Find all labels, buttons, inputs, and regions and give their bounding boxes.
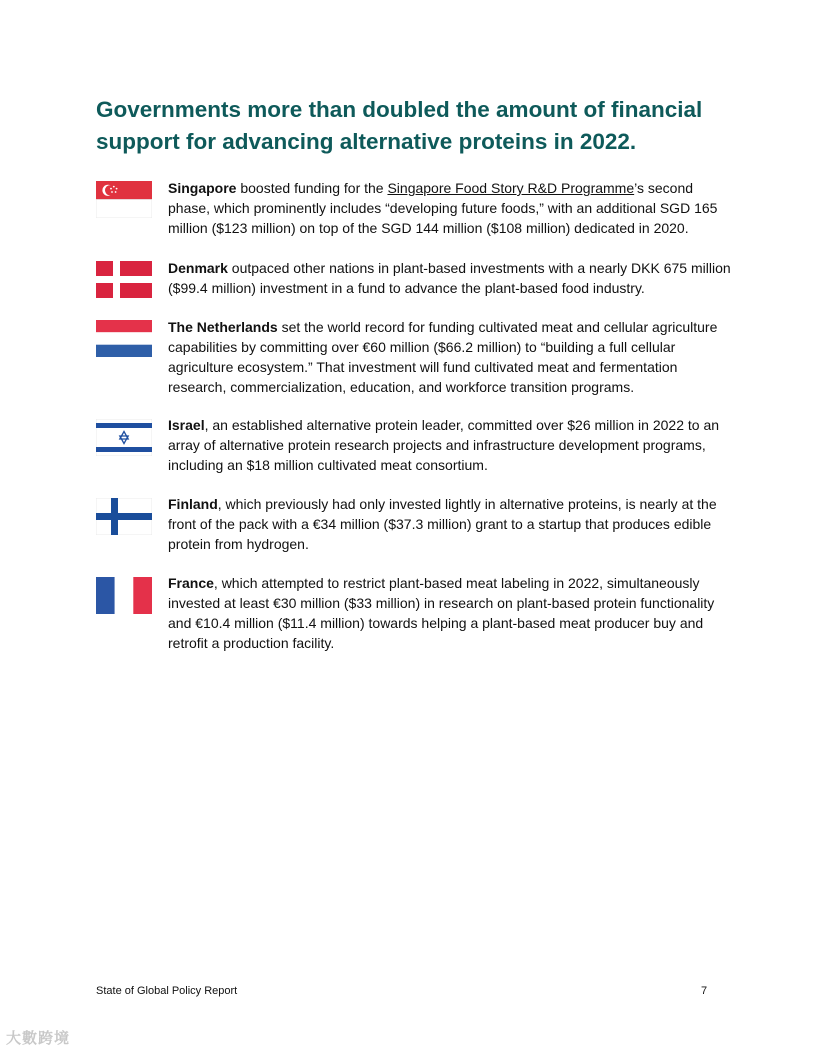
singapore-food-story-link[interactable]: Singapore Food Story R&D Programme <box>387 180 635 196</box>
watermark-logo: 大數跨境 <box>6 1030 71 1047</box>
entry-text <box>168 258 734 298</box>
country-name: Singapore <box>168 180 237 196</box>
country-name: The Netherlands <box>168 319 278 335</box>
entry-text <box>168 415 734 475</box>
entry-body: , which attempted to restrict plant-based meat labeling in 2022, simultaneously invested at least €30 million ($33 million) in research on plant-based protein functionality and €10.4 million ($11.4 million) towards helping a plant-based meat producer buy and retrofit a production facility. <box>168 575 715 651</box>
footer-report-title: State of Global Policy Report <box>96 985 238 997</box>
entry-text <box>168 573 734 653</box>
entry-body: outpaced other nations in plant-based investments with a nearly DKK 675 million ($99.4 million) investment in a fund to advance the plant-based food industry. <box>168 260 731 296</box>
country-name: Israel <box>168 417 205 433</box>
entry-body: set the world record for funding cultivated meat and cellular agriculture capabilities by committing over €60 million ($66.2 million) to “building a full cellular agriculture ecosystem.” That investment will fund cultivated meat and fermentation research, commercialization, education, and workforce transition programs. <box>168 319 718 395</box>
france-flag-icon <box>96 577 152 614</box>
entry-body-pre-link: boosted funding for the <box>236 180 388 196</box>
netherlands-flag-icon <box>96 320 152 357</box>
entry-text <box>168 494 734 554</box>
footer-page-number: 7 <box>701 985 708 997</box>
entry-body-post-link: ’s second phase, which prominently includes “developing future foods,” with an additional SGD 165 million ($123 million) on top of the SGD 144 million ($108 million) dedicated in 2020. <box>168 180 718 236</box>
finland-flag-icon <box>96 498 152 535</box>
entry-body: , an established alternative protein leader, committed over $26 million in 2022 to an array of alternative protein research projects and infrastructure development programs, including an $18 million cultivated meat consortium. <box>168 417 720 473</box>
entry-text <box>168 178 734 238</box>
entry-body: , which previously had only invested lightly in alternative proteins, is nearly at the front of the pack with a €34 million ($37.3 million) grant to a startup that produces edible protein from hydrogen. <box>168 496 717 552</box>
country-name: Denmark <box>168 260 228 276</box>
entry-text <box>168 317 734 397</box>
country-name: France <box>168 575 214 591</box>
country-name: Finland <box>168 496 218 512</box>
singapore-flag-icon <box>96 181 152 218</box>
denmark-flag-icon <box>96 261 152 298</box>
israel-flag-icon <box>96 419 152 456</box>
page-title: Governments more than doubled the amount of financial support for advancing alternative proteins in 2022. <box>96 97 703 154</box>
